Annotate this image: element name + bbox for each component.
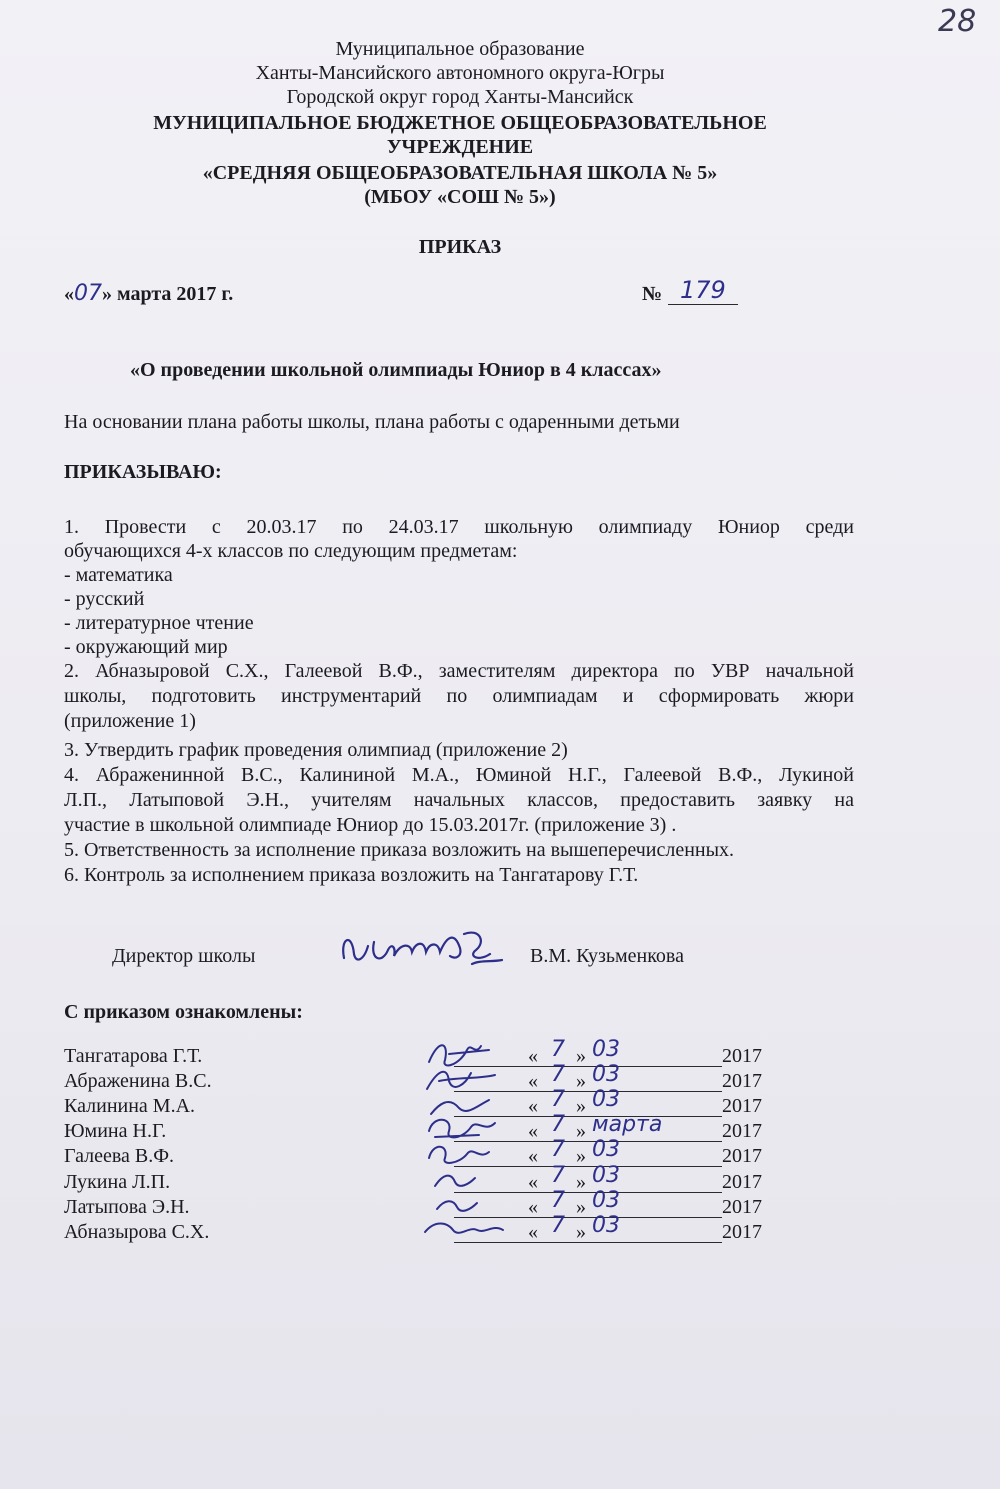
handwritten-order-number: 179 — [680, 276, 726, 304]
item-1-line-1: 1. Провести с 20.03.17 по 24.03.17 школьную олимпиаду Юниор среди — [64, 516, 854, 538]
ack-year: 2017 — [722, 1196, 762, 1218]
ack-month-handwritten: 03 — [592, 1137, 620, 1162]
director-title: Директор школы — [112, 945, 256, 967]
ack-close-quote: » — [576, 1196, 586, 1218]
header-line-school-short: (МБОУ «СОШ № 5») — [364, 186, 556, 208]
ack-day-handwritten: 7 — [551, 1037, 565, 1062]
ack-month-handwritten: 03 — [592, 1163, 620, 1188]
ack-month-handwritten: 03 — [592, 1037, 620, 1062]
header-line-municipality: Муниципальное образование — [335, 38, 585, 60]
ack-year: 2017 — [722, 1045, 762, 1067]
ack-month-handwritten: 03 — [592, 1213, 620, 1238]
item-4-line-3: участие в школьной олимпиаде Юниор до 15.03.2017г. (приложение 3) . — [64, 814, 677, 836]
ack-year: 2017 — [722, 1120, 762, 1142]
subject-literature: - литературное чтение — [64, 612, 254, 634]
ack-day-handwritten: 7 — [551, 1163, 565, 1188]
item-5: 5. Ответственность за исполнение приказа возложить на вышеперечисленных. — [64, 839, 735, 861]
ack-month-handwritten: марта — [592, 1112, 663, 1137]
ack-day-handwritten: 7 — [551, 1112, 565, 1137]
ack-year: 2017 — [722, 1221, 762, 1243]
order-number-label: № — [642, 283, 663, 305]
ack-open-quote: « — [528, 1221, 538, 1243]
ack-year: 2017 — [722, 1070, 762, 1092]
ack-year: 2017 — [722, 1145, 762, 1167]
ack-open-quote: « — [528, 1120, 538, 1142]
ack-day-handwritten: 7 — [551, 1137, 565, 1162]
item-3: 3. Утвердить график проведения олимпиад (приложение 2) — [64, 739, 568, 761]
ack-open-quote: « — [528, 1171, 538, 1193]
ack-day-handwritten: 7 — [551, 1213, 565, 1238]
ack-open-quote: « — [528, 1095, 538, 1117]
ack-open-quote: « — [528, 1145, 538, 1167]
ack-name: Лукина Л.П. — [64, 1171, 171, 1193]
ack-signature — [404, 1212, 524, 1246]
ack-close-quote: » — [576, 1120, 586, 1142]
header-line-institution: МУНИЦИПАЛЬНОЕ БЮДЖЕТНОЕ ОБЩЕОБРАЗОВАТЕЛЬНОЕ — [153, 112, 767, 134]
header-line-institution-2: УЧРЕЖДЕНИЕ — [386, 136, 534, 158]
ack-name: Галеева В.Ф. — [64, 1145, 175, 1167]
ack-open-quote: « — [528, 1045, 538, 1067]
ack-close-quote: » — [576, 1171, 586, 1193]
order-basis: На основании плана работы школы, плана работы с одаренными детьми — [64, 411, 680, 433]
order-subject: «О проведении школьной олимпиады Юниор в 4 классах» — [130, 359, 662, 381]
subject-world: - окружающий мир — [64, 636, 228, 658]
order-date: «07» марта 2017 г. — [64, 281, 234, 306]
item-2-line-2: школы, подготовить инструментарий по олимпиадам и сформировать жюри — [64, 685, 854, 707]
ack-month-handwritten: 03 — [592, 1087, 620, 1112]
item-6: 6. Контроль за исполнением приказа возложить на Тангатарову Г.Т. — [64, 864, 639, 886]
subject-math: - математика — [64, 564, 173, 586]
ack-name: Калинина М.А. — [64, 1095, 196, 1117]
ack-close-quote: » — [576, 1070, 586, 1092]
header-line-city: Городской округ город Ханты-Мансийск — [286, 86, 634, 108]
director-signature — [330, 920, 520, 980]
handwritten-page-number: 28 — [938, 4, 977, 39]
ack-name: Тангатарова Г.Т. — [64, 1045, 203, 1067]
order-number-line — [668, 304, 738, 305]
ack-close-quote: » — [576, 1095, 586, 1117]
director-name: В.М. Кузьменкова — [530, 945, 684, 967]
ack-name: Абназырова С.Х. — [64, 1221, 210, 1243]
ack-heading: С приказом ознакомлены: — [64, 1001, 303, 1023]
order-directive: ПРИКАЗЫВАЮ: — [64, 461, 222, 483]
ack-close-quote: » — [576, 1045, 586, 1067]
ack-name: Юмина Н.Г. — [64, 1120, 167, 1142]
item-2-line-3: (приложение 1) — [64, 710, 196, 732]
ack-name: Абраженина В.С. — [64, 1070, 212, 1092]
handwritten-day: 07 — [74, 281, 102, 306]
ack-month-handwritten: 03 — [592, 1062, 620, 1087]
subject-russian: - русский — [64, 588, 145, 610]
ack-close-quote: » — [576, 1145, 586, 1167]
date-suffix: » марта 2017 г. — [102, 283, 234, 305]
ack-open-quote: « — [528, 1196, 538, 1218]
item-4-line-1: 4. Абраженинной В.С., Калининой М.А., Юминой Н.Г., Галеевой В.Ф., Лукиной — [64, 764, 854, 786]
document-type-title: ПРИКАЗ — [418, 236, 502, 258]
ack-day-handwritten: 7 — [551, 1062, 565, 1087]
ack-month-handwritten: 03 — [592, 1188, 620, 1213]
item-1-line-2: обучающихся 4-х классов по следующим предметам: — [64, 540, 518, 562]
header-line-school-name: «СРЕДНЯЯ ОБЩЕОБРАЗОВАТЕЛЬНАЯ ШКОЛА № 5» — [202, 162, 718, 184]
ack-day-handwritten: 7 — [551, 1188, 565, 1213]
item-4-line-2: Л.П., Латыповой Э.Н., учителям начальных классов, предоставить заявку на — [64, 789, 854, 811]
item-2-line-1: 2. Абназыровой С.Х., Галеевой В.Ф., заместителям директора по УВР начальной — [64, 660, 854, 682]
ack-open-quote: « — [528, 1070, 538, 1092]
header-line-okrug: Ханты-Мансийского автономного округа-Югры — [255, 62, 665, 84]
ack-row — [64, 1213, 762, 1244]
ack-close-quote: » — [576, 1221, 586, 1243]
ack-year: 2017 — [722, 1095, 762, 1117]
ack-day-handwritten: 7 — [551, 1087, 565, 1112]
ack-year: 2017 — [722, 1171, 762, 1193]
ack-name: Латыпова Э.Н. — [64, 1196, 190, 1218]
